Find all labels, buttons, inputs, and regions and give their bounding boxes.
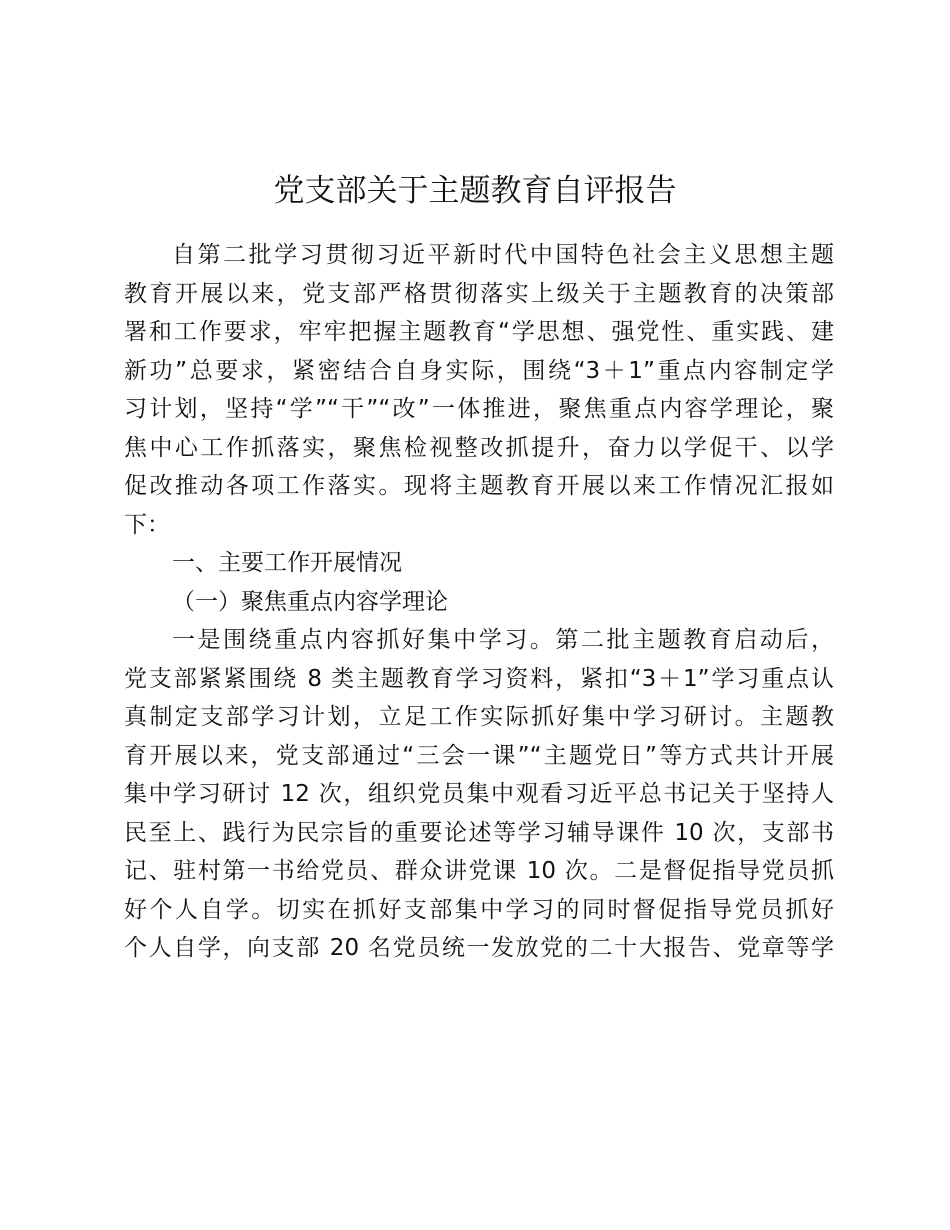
document-title: 党支部关于主题教育自评报告 [273, 173, 677, 209]
text-line: （一）聚焦重点内容学理论 [172, 588, 448, 615]
text-line: 民至上、践行为民宗旨的重要论述等学习辅导课件 10 次，支部书 [124, 819, 834, 846]
text-line: 一是围绕重点内容抓好集中学习。第二批主题教育启动后， [172, 627, 834, 653]
text-line: 自第二批学习贯彻习近平新时代中国特色社会主义思想主题 [172, 242, 834, 268]
text-line: 好个人自学。切实在抓好支部集中学习的同时督促指导党员抓好 [124, 896, 834, 923]
text-line: 焦中心工作抓落实，聚焦检视整改抓提升，奋力以学促干、以学 [124, 434, 834, 461]
text-line: 一、主要工作开展情况 [172, 550, 402, 576]
text-line: 教育开展以来，党支部严格贯彻落实上级关于主题教育的决策部 [124, 280, 834, 307]
text-line: 个人自学，向支部 20 名党员统一发放党的二十大报告、党章等学 [124, 935, 834, 961]
document-body [124, 236, 834, 968]
text-line: 促改推动各项工作落实。现将主题教育开展以来工作情况汇报如 [124, 473, 834, 499]
text-line: 新功”总要求，紧密结合自身实际，围绕“3＋1”重点内容制定学 [124, 357, 834, 384]
text-line: 习计划，坚持“学”“干”“改”一体推进，聚焦重点内容学理论，聚 [124, 396, 834, 422]
text-line: 育开展以来，党支部通过“三会一课”“主题党日”等方式共计开展 [124, 742, 834, 769]
text-line: 下： [124, 511, 170, 538]
text-line: 记、驻村第一书给党员、群众讲党课 10 次。二是督促指导党员抓 [124, 858, 834, 884]
text-line: 署和工作要求，牢牢把握主题教育“学思想、强党性、重实践、建 [124, 319, 834, 345]
text-line: 真制定支部学习计划，立足工作实际抓好集中学习研讨。主题教 [124, 704, 834, 730]
text-line: 集中学习研讨 12 次，组织党员集中观看习近平总书记关于坚持人 [124, 781, 834, 807]
text-line: 党支部紧紧围绕 8 类主题教育学习资料，紧扣“3＋1”学习重点认 [124, 665, 834, 692]
